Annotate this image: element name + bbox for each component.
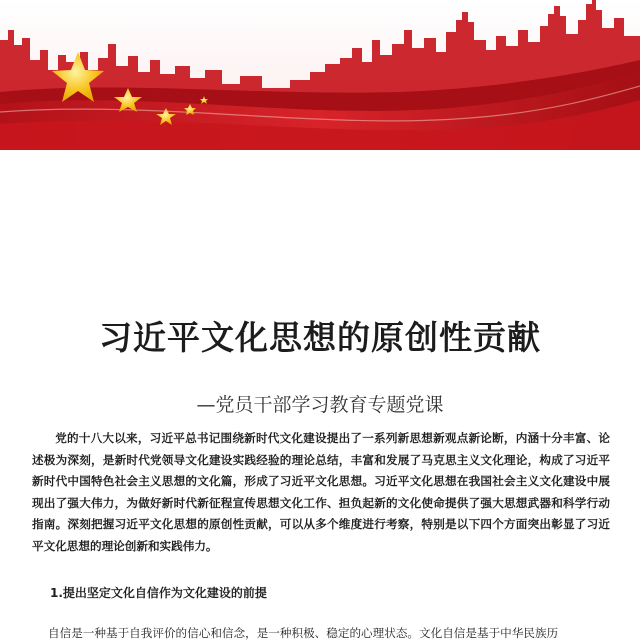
banner-graphic xyxy=(0,0,640,150)
document-title: 习近平文化思想的原创性贡献 xyxy=(99,318,541,357)
intro-paragraph: 党的十八大以来，习近平总书记围绕新时代文化建设提出了一系列新思想新观点新论断，内涵十分丰富、论述极为深刻，是新时代党领导文化建设实践经验的理论总结，丰富和发展了马克思主义文化理论，构成了习近平新时代中国特色社会主义思想的文化篇，形成了习近平文化思想。习近平文化思想在我国社会主义文化建设中展现出了强大伟力，为做好新时代新征程宣传思想文化工作、担负起新的文化使命提供了强大思想武器和科学行动指南。深刻把握习近平文化思想的原创性贡献，可以从多个维度进行考察，特别是以下四个方面突出彰显了习近平文化思想的理论创新和实践伟力。 xyxy=(32,431,610,553)
document-subtitle: —党员干部学习教育专题党课 xyxy=(196,394,444,416)
section-heading: 1.提出坚定文化自信作为文化建设的前提 xyxy=(50,586,267,600)
section-paragraph: 自信是一种基于自我评价的信心和信念，是一种积极、稳定的心理状态。文化自信是基于中华民族历 xyxy=(48,626,559,640)
header-banner xyxy=(0,0,640,150)
